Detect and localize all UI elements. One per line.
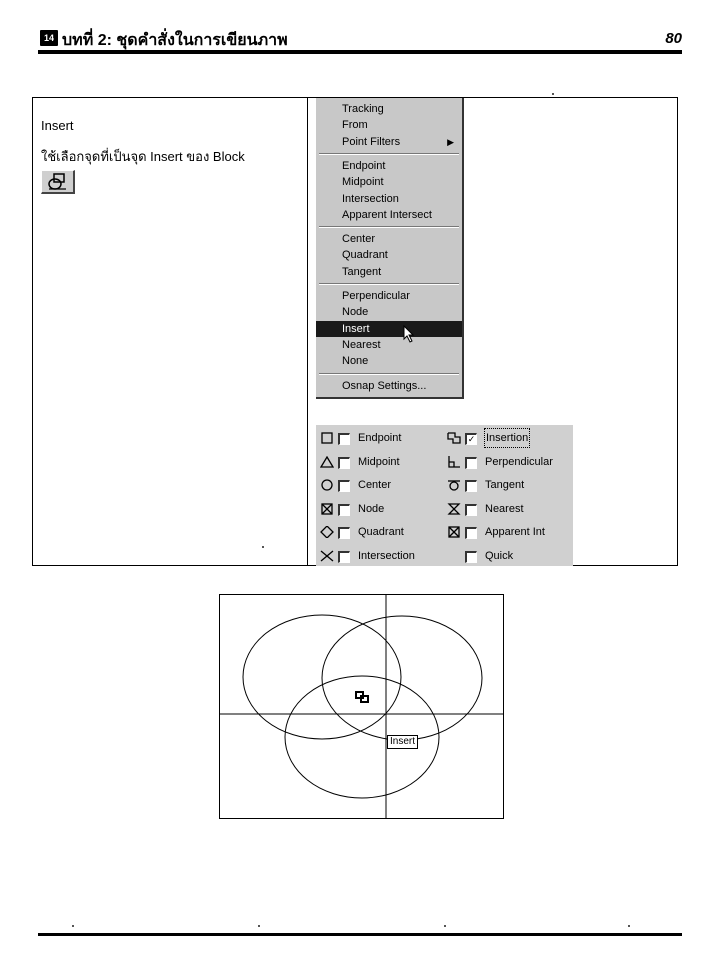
checkbox[interactable] [338, 457, 350, 469]
print-speck [628, 925, 630, 927]
page-number: 80 [665, 30, 682, 47]
menu-item-perpendicular[interactable] [316, 288, 462, 304]
osnap-option-label: Nearest [485, 502, 524, 515]
menu-item-label: Tangent [342, 265, 382, 278]
menu-item-nearest[interactable] [316, 337, 462, 353]
osnap-option-label: Endpoint [358, 432, 402, 444]
menu-item-label: Osnap Settings... [342, 379, 427, 392]
boxed-x-icon [320, 503, 334, 515]
circle-right [322, 616, 482, 740]
hourglass-icon [447, 503, 461, 515]
osnap-option-label: Insertion [485, 429, 529, 447]
menu-item-label: Quadrant [342, 249, 388, 262]
menu-item-insert[interactable] [316, 321, 462, 337]
osnap-option-label: Center [358, 479, 392, 491]
osnap-option-label: Node [358, 502, 385, 515]
menu-item-center[interactable] [316, 231, 462, 247]
header-rule [38, 50, 682, 54]
menu-item-from[interactable] [316, 117, 462, 133]
command-description: ใช้เลือกจุดที่เป็นจุด Insert ของ Block [41, 149, 245, 164]
footer-rule [38, 933, 682, 936]
osnap-option-label: Perpendicular [485, 455, 553, 468]
osnap-option-label: Quick [485, 549, 514, 562]
insert-osnap-icon [47, 173, 69, 191]
osnap-option-label: Quadrant [358, 526, 404, 538]
checkbox[interactable] [465, 527, 477, 539]
circle-icon [320, 479, 334, 491]
insertion-icon [447, 432, 461, 444]
menu-item-label: Tracking [342, 103, 384, 115]
osnap-option-label: Apparent Int [485, 526, 545, 538]
checkbox[interactable] [338, 504, 350, 516]
insertion-marker-icon [356, 692, 368, 702]
menu-item-label: Node [342, 306, 369, 319]
insert-tooltip: Insert [387, 735, 418, 749]
boxed-x-icon [447, 526, 461, 538]
menu-item-midpoint[interactable] [316, 174, 462, 190]
column-divider [307, 98, 308, 565]
chapter-logo-icon: 14 [40, 30, 58, 46]
tangent-icon [447, 479, 461, 491]
submenu-arrow-icon: ▶ [447, 136, 454, 147]
print-speck [258, 925, 260, 927]
menu-item-quadrant[interactable] [316, 247, 462, 263]
checkbox-checked[interactable]: ✓ [465, 433, 477, 445]
checkbox[interactable] [338, 433, 350, 445]
menu-item-label: Perpendicular [342, 290, 410, 302]
menu-item-apparent-intersect[interactable] [316, 207, 462, 223]
print-speck [444, 925, 446, 927]
menu-item-label: None [342, 355, 369, 368]
page-header [38, 28, 682, 52]
menu-item-endpoint[interactable] [316, 158, 462, 174]
insert-tool-button[interactable] [41, 170, 75, 194]
checkbox[interactable] [338, 480, 350, 492]
command-title: Insert [41, 118, 74, 133]
osnap-option-label: Tangent [485, 479, 525, 491]
menu-separator [319, 283, 459, 285]
menu-item-none[interactable] [316, 353, 462, 369]
menu-item-label: Apparent Intersect [342, 208, 432, 221]
menu-item-label: Endpoint [342, 159, 386, 172]
print-speck [72, 925, 74, 927]
menu-item-label: Point Filters [342, 135, 401, 148]
checkbox[interactable] [465, 504, 477, 516]
osnap-context-menu [316, 98, 464, 399]
menu-separator [319, 373, 459, 375]
checkbox[interactable] [465, 551, 477, 563]
content-box [32, 97, 678, 566]
checkbox[interactable] [465, 457, 477, 469]
diamond-icon [320, 526, 334, 538]
menu-separator [319, 153, 459, 155]
checkbox[interactable] [465, 480, 477, 492]
menu-item-label: Insert [342, 322, 370, 335]
menu-separator [319, 226, 459, 228]
menu-item-label: Midpoint [342, 176, 384, 189]
triangle-icon [320, 456, 334, 468]
menu-item-osnap-settings[interactable] [316, 378, 462, 394]
checkbox[interactable] [338, 551, 350, 563]
osnap-option-label: Midpoint [358, 455, 400, 468]
menu-item-label: Nearest [342, 338, 381, 351]
menu-item-intersection[interactable] [316, 191, 462, 207]
checkbox[interactable] [338, 527, 350, 539]
menu-item-label: Intersection [342, 192, 399, 205]
x-icon [320, 550, 334, 562]
print-speck [262, 546, 264, 548]
drawing-canvas [220, 595, 503, 818]
menu-item-tangent[interactable] [316, 264, 462, 280]
menu-item-node[interactable] [316, 304, 462, 320]
chapter-title: บทที่ 2: ชุดคำสั่งในการเขียนภาพ [62, 32, 288, 49]
menu-item-tracking[interactable] [316, 101, 462, 117]
drawing-viewport [219, 594, 504, 819]
perpendicular-icon [447, 456, 461, 468]
square-icon [320, 432, 334, 444]
osnap-settings-panel [316, 425, 573, 566]
osnap-option-label: Intersection [358, 549, 415, 562]
menu-item-label: Center [342, 233, 376, 246]
menu-item-point-filters[interactable] [316, 134, 462, 150]
print-speck [552, 93, 554, 95]
menu-item-label: From [342, 119, 368, 132]
